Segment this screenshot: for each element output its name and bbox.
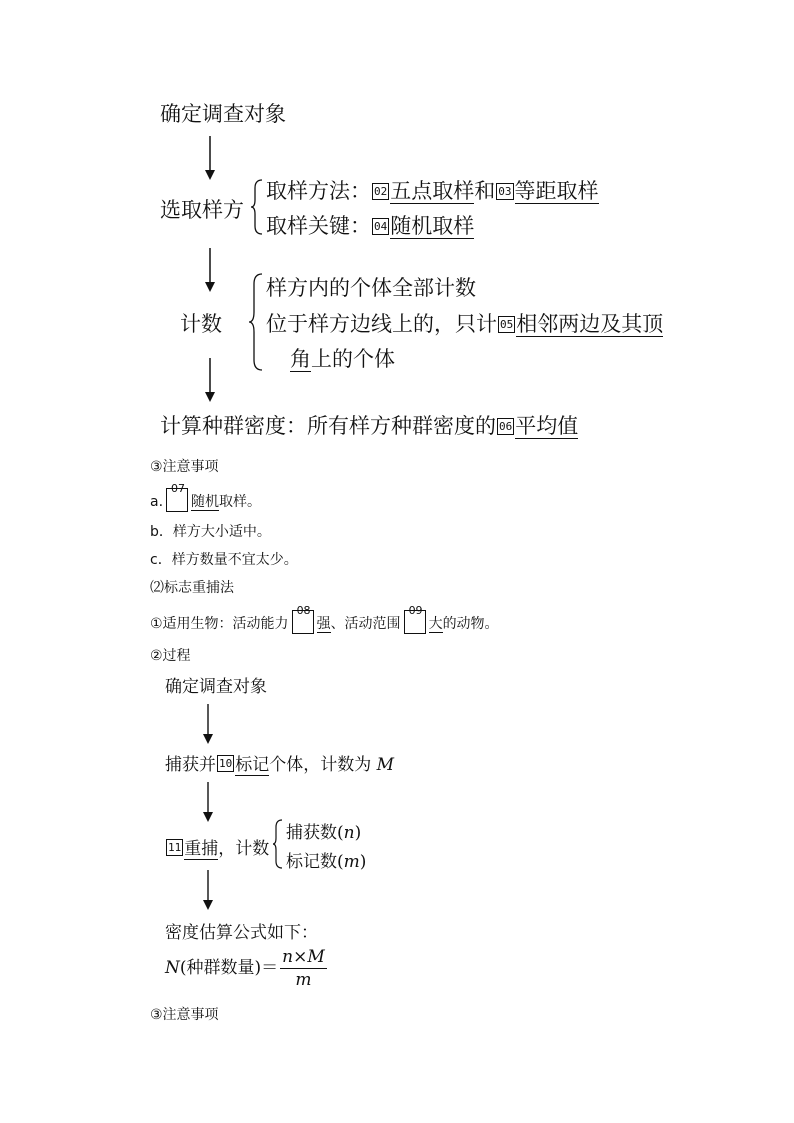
note-c: c．样方数量不宜太少。 [150, 552, 298, 568]
down-arrow-icon [200, 356, 220, 404]
note-b: b．样方大小适中。 [150, 524, 271, 540]
answer-number: 05 [500, 318, 514, 331]
applicable-mid: 、活动范围 [330, 616, 401, 632]
formula-numerator [280, 946, 327, 969]
note-a-prefix: a. [150, 494, 164, 510]
note-a [150, 482, 262, 512]
variable-n: n [343, 823, 355, 843]
answer-number: 08 [296, 604, 311, 617]
answer-number: 07 [171, 482, 186, 495]
answer-box [292, 604, 314, 634]
capture-count-label: 捕获数( [286, 823, 344, 843]
count-rule-2-continued [290, 343, 395, 373]
answer-large: 大 [428, 616, 443, 632]
down-arrow-icon [198, 868, 218, 912]
flow2-step-recapture [165, 834, 269, 859]
formula-fraction [280, 946, 327, 991]
answer-equidistant: 等距取样 [514, 179, 599, 203]
down-arrow-icon [200, 134, 220, 182]
sampling-method-label: 取样方法： [266, 179, 371, 203]
applicable-prefix: ①适用生物：活动能力 [150, 616, 289, 632]
flow1-step-count: 计数 [180, 312, 222, 336]
marked-count-label: 标记数( [286, 852, 344, 872]
down-arrow-icon [198, 780, 218, 824]
left-brace-icon [250, 178, 264, 236]
down-arrow-icon [198, 702, 218, 746]
formula-denominator-text: m [295, 970, 312, 990]
flow2-step-capture-mark [165, 750, 394, 775]
answer-recapture: 重捕 [184, 839, 219, 859]
applicable-organisms [150, 604, 499, 634]
answer-box [166, 482, 188, 512]
answer-number: 10 [219, 757, 233, 770]
answer-number: 11 [168, 841, 182, 854]
paren-close: ) [354, 823, 362, 843]
variable-M: M [376, 755, 395, 775]
density-text: 计算种群密度：所有样方种群密度的 [160, 414, 496, 438]
mark-recapture-heading: ⑵标志重捕法 [150, 580, 234, 596]
flow2-step-identify-target: 确定调查对象 [165, 677, 267, 697]
capture-tail: 个体，计数为 [269, 755, 372, 775]
conjunction: 和 [474, 179, 496, 203]
answer-number: 03 [498, 185, 512, 198]
sampling-method-line [266, 175, 599, 205]
density-formula [165, 946, 327, 991]
left-brace-icon [248, 272, 264, 372]
answer-box [404, 604, 426, 634]
answer-number: 04 [374, 220, 388, 233]
sampling-key-label: 取样关键： [266, 214, 371, 238]
flow1-step-compute-density [160, 410, 578, 440]
paren-close: ) [359, 852, 367, 872]
count-rule-2 [266, 308, 663, 338]
capture-prefix: 捕获并 [165, 755, 216, 775]
formula-intro: 密度估算公式如下： [165, 923, 318, 943]
answer-number: 09 [408, 604, 423, 617]
formula-denominator [280, 969, 327, 991]
count-rule-2-text: 位于样方边线上的，只计 [266, 312, 497, 336]
answer-strong: 强 [316, 616, 331, 632]
answer-mark: 标记 [235, 755, 270, 775]
flow1-step-select-plot: 选取样方 [160, 198, 244, 222]
down-arrow-icon [200, 246, 220, 294]
sampling-key-line [266, 210, 474, 240]
variable-m: m [343, 852, 360, 872]
applicable-end: 的动物。 [442, 616, 499, 632]
notes-heading-2: ③注意事项 [150, 1007, 219, 1023]
answer-number: 06 [499, 420, 513, 433]
count-rule-2-tail: 上的个体 [311, 347, 395, 371]
note-a-tail: 取样。 [219, 494, 262, 510]
recapture-tail: ，计数 [218, 839, 270, 859]
answer-random: 随机取样 [390, 214, 475, 238]
answer-number: 02 [374, 185, 388, 198]
answer-corner: 角 [290, 347, 311, 371]
variable-N: N [165, 958, 180, 978]
flow1-step-identify-target: 确定调查对象 [160, 102, 286, 126]
answer-average: 平均值 [515, 414, 579, 438]
answer-five-point: 五点取样 [390, 179, 475, 203]
capture-count [286, 818, 361, 843]
count-rule-1: 样方内的个体全部计数 [266, 276, 476, 300]
answer-random-short: 随机 [191, 494, 220, 510]
formula-numerator-text: n×M [282, 947, 325, 967]
marked-count [286, 847, 366, 872]
formula-lhs: (种群数量)＝ [179, 958, 279, 978]
notes-heading: ③注意事项 [150, 459, 219, 475]
process-heading: ②过程 [150, 648, 191, 664]
left-brace-icon [272, 818, 284, 870]
answer-adjacent-sides: 相邻两边及其顶 [516, 312, 664, 336]
